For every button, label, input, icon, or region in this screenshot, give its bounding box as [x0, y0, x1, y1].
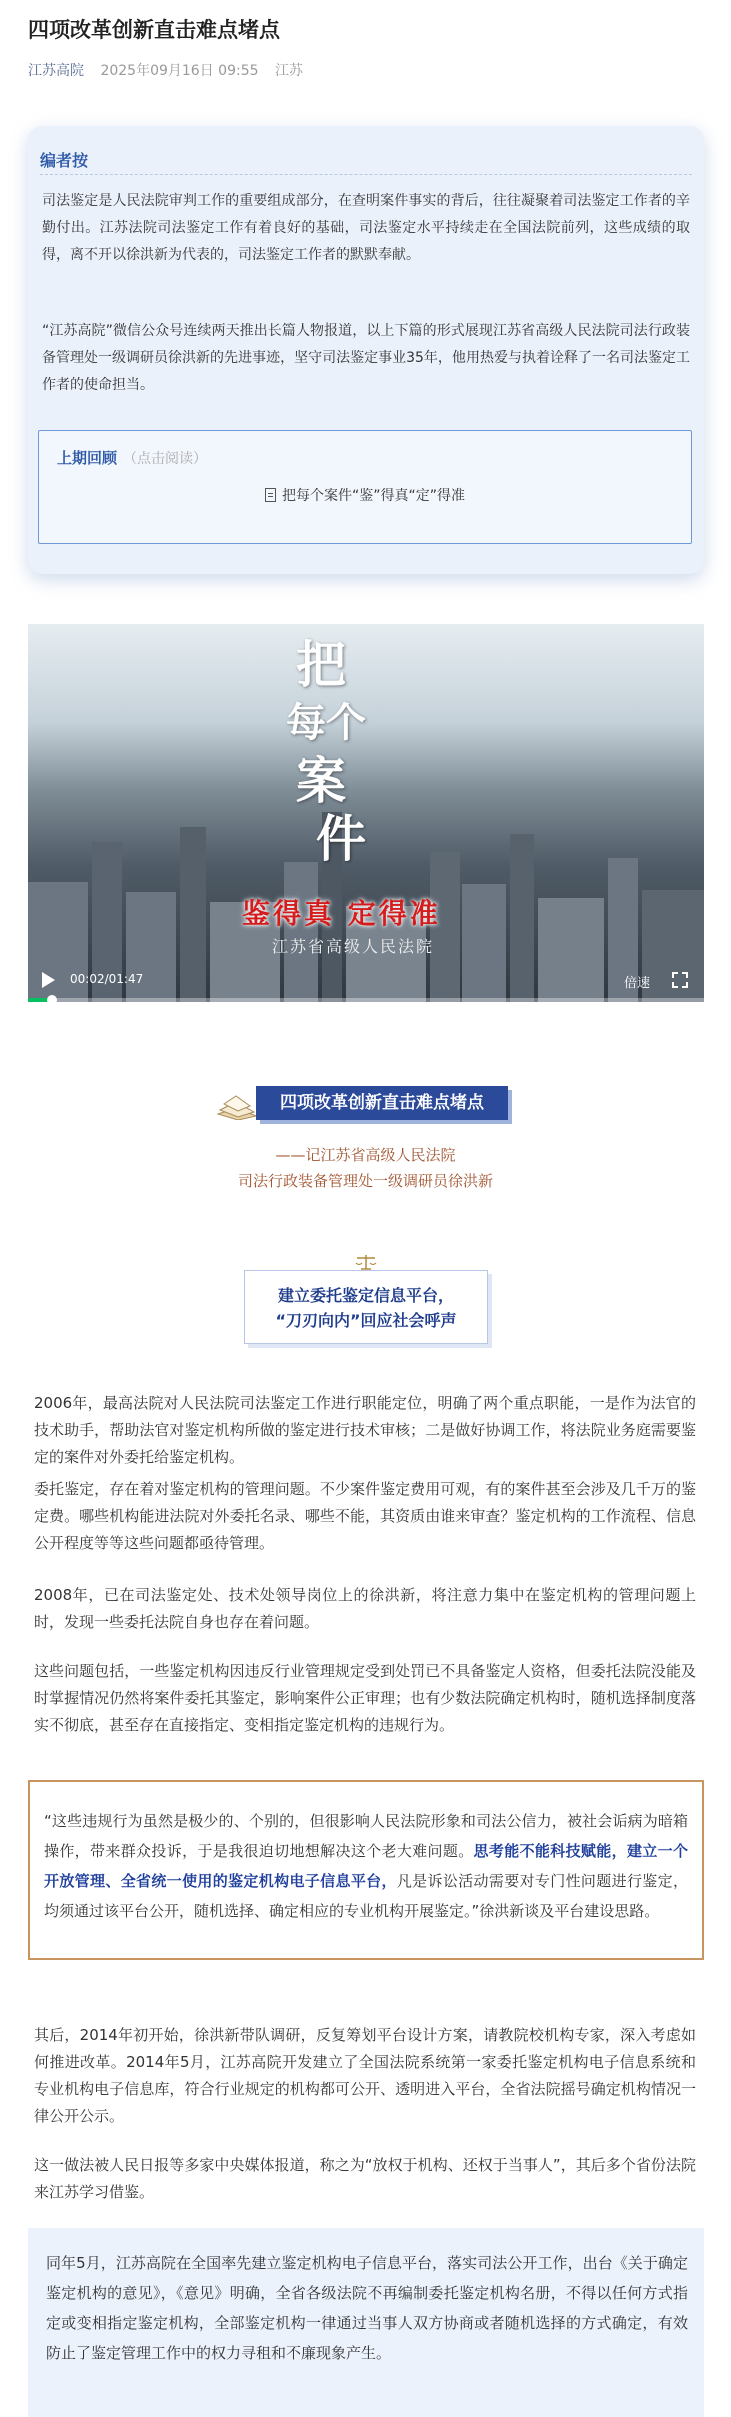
previous-article-link[interactable]	[39, 485, 691, 505]
video-title-line: 把	[296, 635, 346, 694]
video-title-line: 件	[316, 809, 366, 868]
article-meta	[28, 60, 303, 80]
body-paragraph: 2008年，已在司法鉴定处、技术处领导岗位上的徐洪新，将注意力集中在鉴定机构的管理问题上时，发现一些委托法院自身也存在着问题。	[34, 1586, 696, 1631]
editor-note-card	[28, 126, 704, 574]
play-icon[interactable]	[42, 972, 55, 988]
video-title-line: 每个	[286, 699, 366, 746]
body-paragraph: 这些问题包括，一些鉴定机构因违反行业管理规定受到处罚已不具备鉴定人资格，但委托法院没能及时掌握情况仍然将案件委托其鉴定，影响案件公正审理；也有少数法院确定机构时，随机选择制度落实不彻底，甚至存在直接指定、变相指定鉴定机构的违规行为。	[34, 1662, 696, 1734]
video-title-calligraphy	[286, 635, 396, 868]
previous-issue-label: 上期回顾	[57, 449, 118, 467]
highlighted-paragraph: 同年5月，江苏高院在全国率先建立鉴定机构电子信息平台，落实司法公开工作，出台《关于确定鉴定机构的意见》，《意见》明确，全省各级法院不再编制委托鉴定机构名册，不得以任何方式指定或变相指定鉴定机构，全部鉴定机构一律通过当事人双方协商或者随机选择的方式确定，有效防止了鉴定管理工作中的权力寻租和不廉现象产生。	[46, 2254, 688, 2362]
quote-box	[28, 1780, 704, 1960]
document-icon	[265, 488, 276, 502]
video-time: 00:02/01:47	[70, 972, 144, 986]
editor-note-paragraph: “江苏高院”微信公众号连续两天推出长篇人物报道，以上下篇的形式展现江苏省高级人民法院司法行政装备管理处一级调研员徐洪新的先进事迹，坚守司法鉴定事业35年，他用热爱与执着诠释了一名司法鉴定工作者的使命担当。	[42, 323, 690, 393]
body-paragraph: 委托鉴定，存在着对鉴定机构的管理问题。不少案件鉴定费用可观，有的案件甚至会涉及几千万的鉴定费。哪些机构能进法院对外委托名录、哪些不能，其资质由谁来审查？鉴定机构的工作流程、信息公开程度等等这些问题都亟待管理。	[34, 1480, 696, 1552]
previous-article-title: 把每个案件“鉴”得真“定”得准	[281, 488, 465, 504]
video-slogan: 鉴得真 定得准	[242, 897, 441, 930]
section-heading-line: “刀刃向内”回应社会呼声	[275, 1311, 457, 1330]
book-icon	[216, 1090, 260, 1120]
divider	[40, 174, 692, 175]
highlighted-paragraph-box	[28, 2228, 704, 2417]
author-link[interactable]: 江苏高院	[28, 63, 84, 79]
video-controls	[28, 958, 704, 1002]
headline-banner-title: 四项改革创新直击难点堵点	[256, 1086, 508, 1120]
fullscreen-icon[interactable]	[672, 972, 688, 988]
body-paragraph: 其后，2014年初开始，徐洪新带队调研，反复筹划平台设计方案，请教院校机构专家，深入考虑如何推进改革。2014年5月，江苏高院开发建立了全国法院系统第一家委托鉴定机构电子信息系统和专业机构电子信息库，符合行业规定的机构都可公开、透明进入平台，全省法院摇号确定机构情况一律公开公示。	[34, 2026, 696, 2125]
speed-button[interactable]: 倍速	[623, 976, 650, 991]
quote-part: “这些违规行为虽然是极少的、个别的，但很影响人民法院形象和司法公信力，被社会诟病为暗箱操作，带来群众投诉，于是我很迫切地想解决这个老大难问题。	[44, 1812, 688, 1860]
quote-text	[44, 1806, 688, 1926]
section-heading-line: 建立委托鉴定信息平台，	[277, 1286, 454, 1305]
section-heading-card	[244, 1270, 488, 1344]
scale-icon	[355, 1254, 377, 1270]
video-court-name: 江苏省高级人民法院	[272, 937, 435, 956]
video-progress-handle[interactable]	[47, 995, 57, 1002]
subtitle-line: 司法行政装备管理处一级调研员徐洪新	[237, 1172, 493, 1190]
quote-part: 凡是诉讼活动需要对专门性问题进行鉴定，均须通过该平台公开，随机选择、确定相应的专业机构开展鉴定。”徐洪新谈及平台建设思路。	[44, 1872, 688, 1920]
video-player[interactable]	[28, 624, 704, 1002]
article-title: 四项改革创新直击难点堵点	[28, 18, 280, 42]
editor-note-label: 编者按	[40, 151, 89, 170]
quote-highlight: 思考能不能科技赋能，建立一个开放管理、全省统一使用的鉴定机构电子信息平台，	[44, 1842, 688, 1890]
previous-issue-hint: （点击阅读）	[123, 451, 208, 467]
body-paragraph: 2006年，最高法院对人民法院司法鉴定工作进行职能定位，明确了两个重点职能，一是作为法官的技术助手，帮助法官对鉴定机构所做的鉴定进行技术审核；二是做好协调工作，将法院业务庭需要鉴定的案件对外委托给鉴定机构。	[34, 1394, 696, 1466]
editor-note-paragraph: 司法鉴定是人民法院审判工作的重要组成部分，在查明案件事实的背后，往往凝聚着司法鉴定工作者的辛勤付出。江苏法院司法鉴定工作有着良好的基础，司法鉴定水平持续走在全国法院前列，这些成绩的取得，离不开以徐洪新为代表的，司法鉴定工作者的默默奉献。	[42, 193, 690, 263]
publish-date: 2025年09月16日 09:55	[100, 63, 259, 79]
previous-issue-box	[38, 430, 692, 544]
previous-issue-title	[57, 447, 207, 468]
video-progress-bar[interactable]	[28, 998, 704, 1002]
publish-location: 江苏	[274, 63, 303, 79]
headline-banner	[216, 1084, 516, 1124]
body-paragraph: 这一做法被人民日报等多家中央媒体报道，称之为“放权于机构、还权于当事人”，其后多个省份法院来江苏学习借鉴。	[34, 2156, 696, 2201]
video-title-line: 案	[296, 751, 346, 810]
subtitle-line: ——记江苏省高级人民法院	[275, 1146, 456, 1164]
